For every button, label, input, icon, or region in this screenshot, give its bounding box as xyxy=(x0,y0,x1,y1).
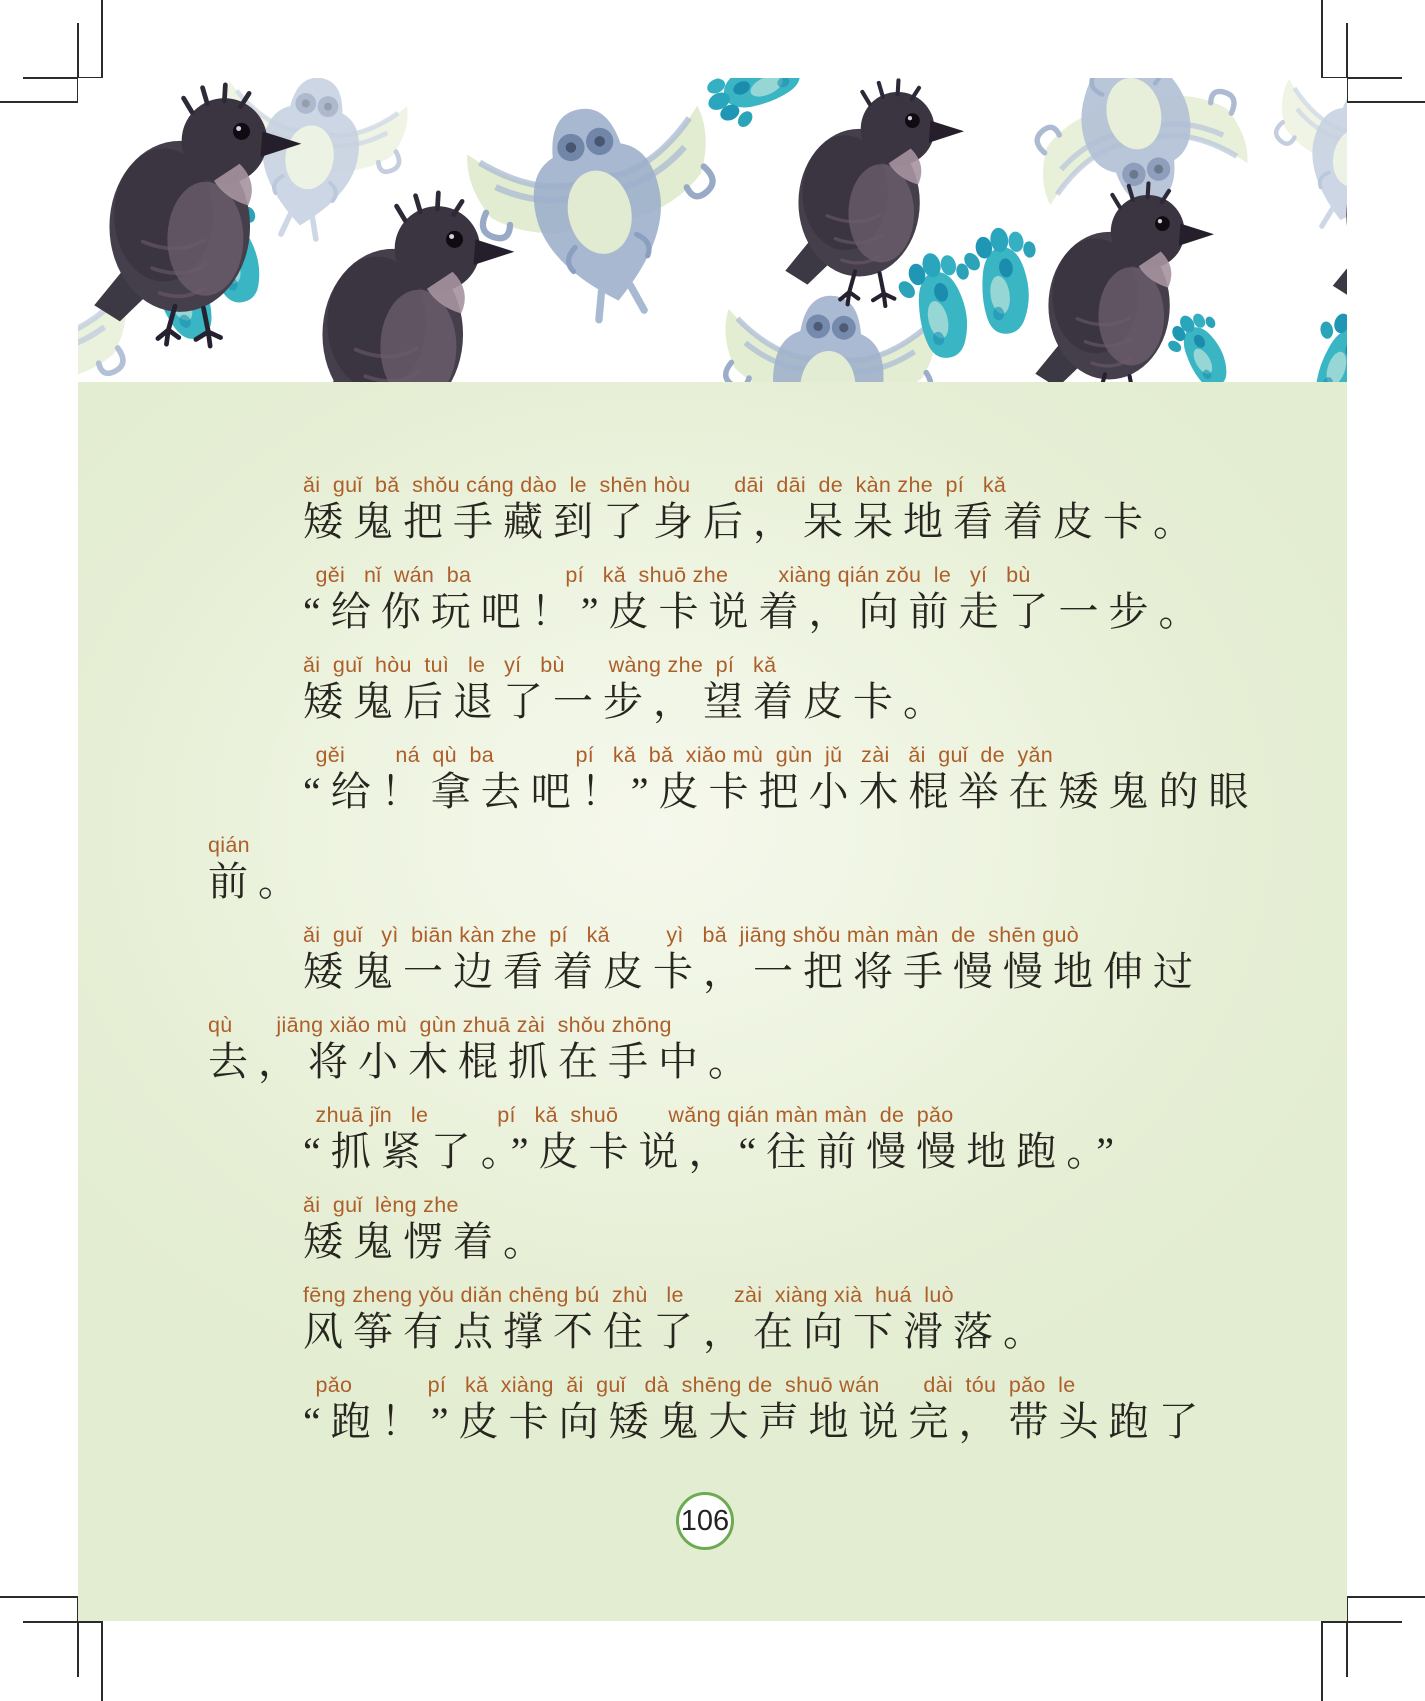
text-line-5 xyxy=(208,832,308,905)
crop-mark xyxy=(1321,1621,1402,1623)
text-line-2 xyxy=(303,562,1209,635)
hanzi-line: 矮鬼后退了一步，望着皮卡。 xyxy=(303,679,953,724)
hanzi-line: “抓紧了。”皮卡说，“往前慢慢地跑。” xyxy=(303,1129,1125,1174)
text-line-1 xyxy=(303,472,1203,545)
story-area xyxy=(78,382,1347,1621)
text-line-4 xyxy=(303,742,1259,815)
swallow-kite-icon xyxy=(1255,78,1347,251)
crop-mark xyxy=(101,1621,103,1701)
footprint-icon xyxy=(1157,304,1244,382)
pinyin-line: pǎo pí kǎ xiàng ǎi guǐ dà shēng de shuō wán dài tóu pǎo le xyxy=(303,1373,1076,1397)
text-line-8 xyxy=(303,1102,1124,1175)
hanzi-line: 矮鬼把手藏到了身后，呆呆地看着皮卡。 xyxy=(303,499,1203,544)
crop-mark xyxy=(0,101,78,103)
pinyin-line: ǎi guǐ lèng zhe xyxy=(303,1193,459,1217)
crop-mark xyxy=(1347,1596,1425,1598)
pinyin-line: qù jiāng xiǎo mù gùn zhuā zài shǒu zhōng xyxy=(208,1013,672,1037)
page-number-badge xyxy=(676,1492,734,1550)
hanzi-line: “给你玩吧！”皮卡说着，向前走了一步。 xyxy=(303,589,1209,634)
hanzi-line: 矮鬼愣着。 xyxy=(303,1219,553,1264)
header-illustration xyxy=(78,78,1347,382)
text-line-10 xyxy=(303,1282,1053,1355)
hanzi-line: 去，将小木棍抓在手中。 xyxy=(208,1039,758,1084)
crop-mark xyxy=(23,1621,103,1623)
pinyin-line: gěi nǐ wán ba pí kǎ shuō zhe xiàng qián zǒu le yí bù xyxy=(303,563,1031,587)
pinyin-line: ǎi guǐ yì biān kàn zhe pí kǎ yì bǎ jiāng shǒu màn màn de shēn guò xyxy=(303,923,1080,947)
crop-mark xyxy=(1347,101,1425,103)
text-line-9 xyxy=(303,1192,553,1265)
crop-mark xyxy=(1321,1621,1323,1701)
text-line-7 xyxy=(208,1012,758,1085)
pinyin-line: qián xyxy=(208,833,250,857)
text-line-11 xyxy=(303,1372,1209,1445)
footprint-icon xyxy=(696,78,813,139)
hanzi-line: 前。 xyxy=(208,859,308,904)
crop-mark xyxy=(1321,0,1323,78)
hanzi-line: 风筝有点撑不住了，在向下滑落。 xyxy=(303,1309,1053,1354)
page-number: 106 xyxy=(680,1504,730,1537)
pinyin-line: ǎi guǐ hòu tuì le yí bù wàng zhe pí kǎ xyxy=(303,653,777,677)
hanzi-line: “给！拿去吧！”皮卡把小木棍举在矮鬼的眼 xyxy=(303,769,1259,814)
pinyin-line: gěi ná qù ba pí kǎ bǎ xiǎo mù gùn jǔ zài ǎi guǐ de yǎn xyxy=(303,743,1054,767)
pinyin-line: zhuā jǐn le pí kǎ shuō wǎng qián màn màn de pǎo xyxy=(303,1103,954,1127)
hanzi-line: “跑！”皮卡向矮鬼大声地说完，带头跑了 xyxy=(303,1399,1209,1444)
text-line-6 xyxy=(303,922,1203,995)
swallow-kite-icon xyxy=(718,290,938,382)
pinyin-line: fēng zheng yǒu diǎn chēng bú zhù le zài xiàng xià huá luò xyxy=(303,1283,954,1307)
pinyin-line: ǎi guǐ bǎ shǒu cáng dào le shēn hòu dāi dāi de kàn zhe pí kǎ xyxy=(303,473,1007,497)
crop-mark xyxy=(101,0,103,78)
swallow-kite-icon xyxy=(460,85,739,340)
crop-mark xyxy=(0,1596,78,1598)
footprint-icon xyxy=(1296,301,1347,382)
hanzi-line: 矮鬼一边看着皮卡，一把将手慢慢地伸过 xyxy=(303,949,1203,994)
text-line-3 xyxy=(303,652,953,725)
